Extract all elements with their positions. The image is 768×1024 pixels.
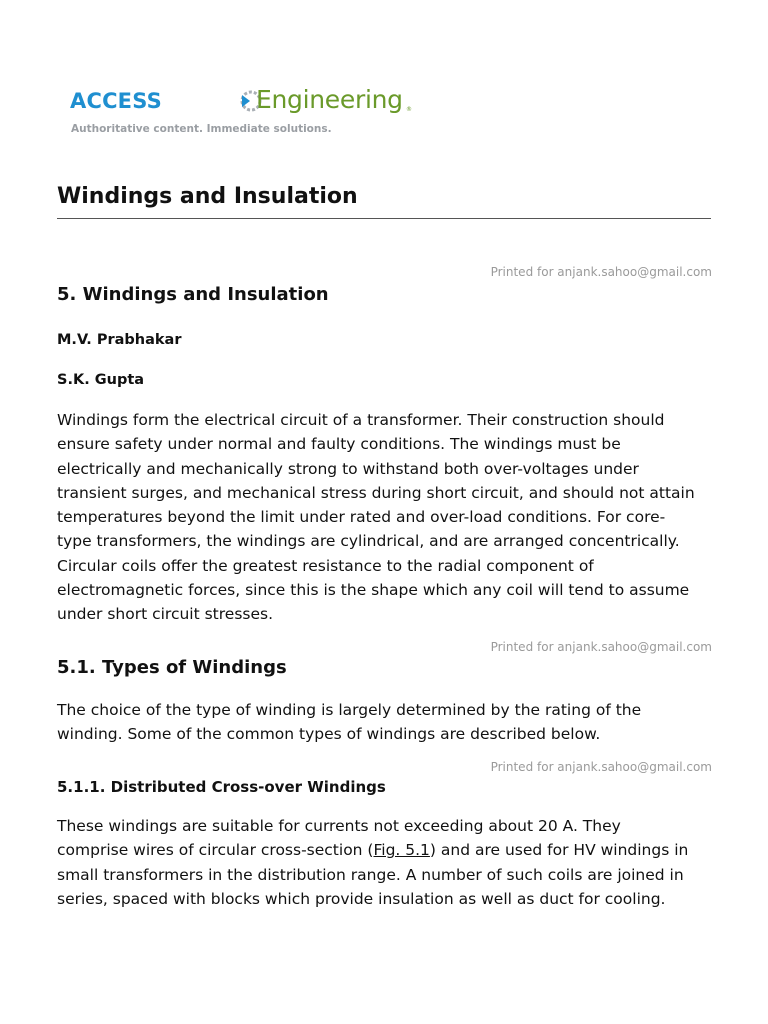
author-name: S.K. Gupta <box>57 372 145 388</box>
printed-for-note: Printed for anjank.sahoo@gmail.com <box>490 640 712 654</box>
paragraph-line: transient surges, and mechanical stress during short circuit, and should not attain <box>57 483 695 502</box>
section-heading-5-1-1: 5.1.1. Distributed Cross-over Windings <box>57 778 386 796</box>
paragraph-line: electromagnetic forces, since this is the shape which any coil will tend to assume <box>57 581 690 600</box>
chapter-heading: 5. Windings and Insulation <box>57 284 329 305</box>
paragraph-line <box>57 838 717 862</box>
text-run: comprise wires of circular cross-section ( <box>57 841 374 860</box>
intro-paragraph <box>57 408 717 627</box>
paragraph-line: under short circuit stresses. <box>57 605 274 624</box>
paragraph-line: temperatures beyond the limit under rated and over-load conditions. For core- <box>57 508 666 527</box>
section-heading-5-1: 5.1. Types of Windings <box>57 657 287 678</box>
paragraph-line: These windings are suitable for currents not exceeding about 20 A. They <box>57 817 621 835</box>
paragraph-line: Windings form the electrical circuit of a transformer. Their construction should <box>57 411 665 429</box>
paragraph-line: The choice of the type of winding is largely determined by the rating of the <box>57 701 642 719</box>
section-5-1-paragraph <box>57 698 717 747</box>
paragraph-line: ensure safety under normal and faulty conditions. The windings must be <box>57 435 621 454</box>
paragraph-line: Circular coils offer the greatest resistance to the radial component of <box>57 556 594 575</box>
author-name: M.V. Prabhakar <box>57 332 182 348</box>
access-engineering-logo[interactable] <box>70 84 412 136</box>
paragraph-line: type transformers, the windings are cylindrical, and are arranged concentrically. <box>57 532 680 551</box>
printed-for-note: Printed for anjank.sahoo@gmail.com <box>490 760 712 774</box>
paragraph-line: small transformers in the distribution range. A number of such coils are joined in <box>57 865 684 884</box>
logo-engineering-text: Engineering <box>256 85 403 114</box>
paragraph-line: series, spaced with blocks which provide insulation as well as duct for cooling. <box>57 889 666 908</box>
logo-registered-mark: ® <box>406 106 412 113</box>
figure-5-1-link[interactable]: Fig. 5.1 <box>373 841 430 860</box>
logo-tagline: Authoritative content. Immediate solutions. <box>71 123 332 135</box>
paragraph-line: electrically and mechanically strong to withstand both over-voltages under <box>57 459 639 478</box>
title-divider <box>57 218 711 219</box>
text-run: ) and are used for HV windings in <box>429 841 689 860</box>
paragraph-line: winding. Some of the common types of windings are described below. <box>57 725 601 744</box>
printed-for-note: Printed for anjank.sahoo@gmail.com <box>490 265 712 279</box>
document-title: Windings and Insulation <box>57 184 358 209</box>
section-5-1-1-paragraph <box>57 814 717 911</box>
logo-access-text: ACCESS <box>70 89 162 113</box>
